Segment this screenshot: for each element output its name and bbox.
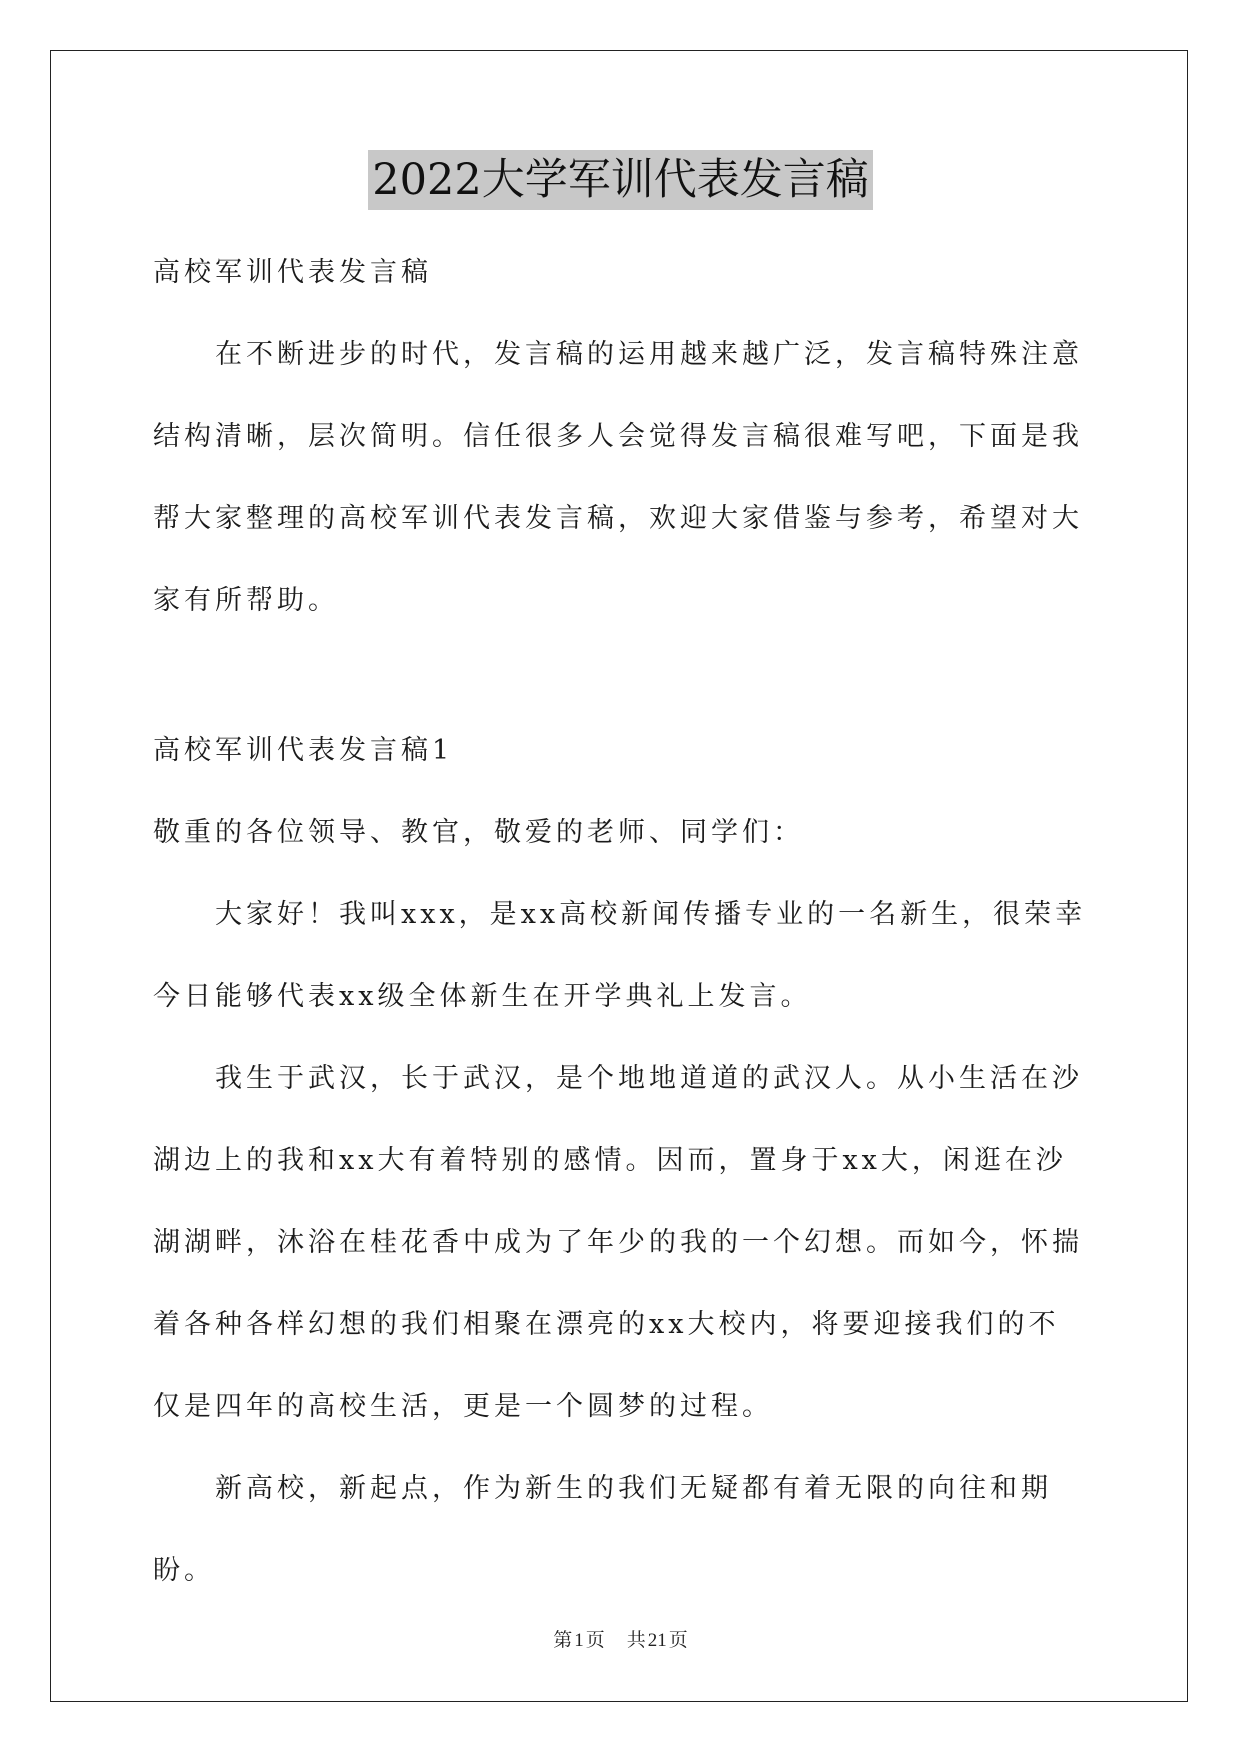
total-prefix: 共 xyxy=(626,1629,646,1651)
intro-paragraph: 在不断进步的时代，发言稿的运用越来越广泛，发言稿特殊注意结构清晰，层次简明。信任很多人会觉得发言稿很难写吧，下面是我帮大家整理的高校军训代表发言稿，欢迎大家借鉴与参考，希望对大家有所帮助。 xyxy=(153,339,1083,616)
salutation: 敬重的各位领导、教官，敬爱的老师、同学们： xyxy=(153,817,804,848)
section-heading: 高校军训代表发言稿1 xyxy=(153,735,454,766)
document-body xyxy=(153,232,1088,1612)
body-paragraph-1: 大家好！我叫xxx，是xx高校新闻传播专业的一名新生，很荣幸今日能够代表xx级全体新生在开学典礼上发言。 xyxy=(153,899,1087,1012)
section-gap xyxy=(153,642,1088,710)
document-title: 2022大学军训代表发言稿 xyxy=(368,150,872,210)
subtitle: 高校军训代表发言稿 xyxy=(153,257,432,288)
page-current: 1 xyxy=(574,1630,584,1651)
page-footer xyxy=(0,1625,1241,1652)
page-suffix: 页 xyxy=(585,1629,605,1651)
title-wrap xyxy=(0,150,1241,210)
total-suffix: 页 xyxy=(668,1629,688,1651)
page-prefix: 第 xyxy=(553,1629,573,1651)
page-total: 21 xyxy=(647,1630,667,1651)
body-paragraph-2: 我生于武汉，长于武汉，是个地地道道的武汉人。从小生活在沙湖边上的我和xx大有着特别的感情。因而，置身于xx大，闲逛在沙湖湖畔，沐浴在桂花香中成为了年少的我的一个幻想。而如今，怀揣着各种各样幻想的我们相聚在漂亮的xx大校内，将要迎接我们的不仅是四年的高校生活，更是一个圆梦的过程。 xyxy=(153,1063,1083,1422)
body-paragraph-3: 新高校，新起点，作为新生的我们无疑都有着无限的向往和期盼。 xyxy=(153,1473,1052,1586)
